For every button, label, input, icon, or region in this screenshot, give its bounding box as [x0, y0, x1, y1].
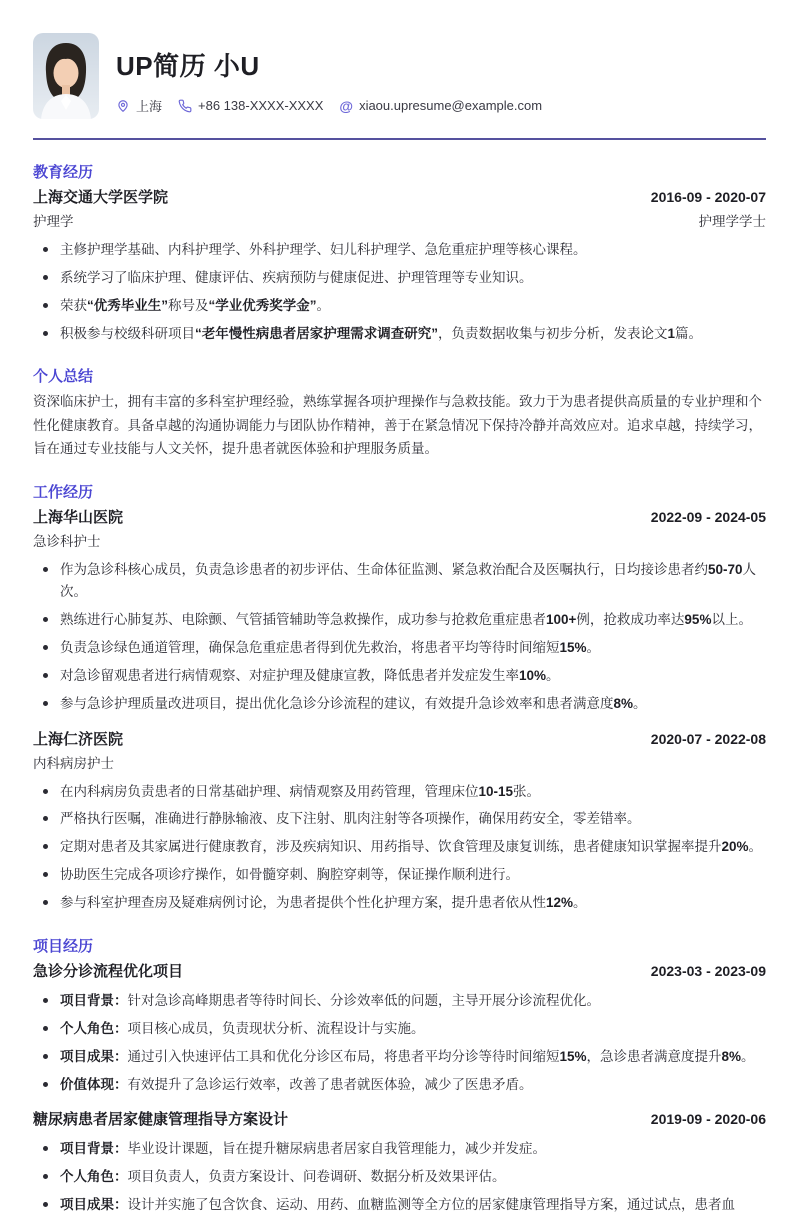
entry-header: [33, 960, 766, 981]
bullet-item: 项目背景：毕业设计课题，旨在提升糖尿病患者居家自我管理能力，减少并发症。: [33, 1138, 766, 1160]
entry-title: 上海华山医院: [33, 509, 124, 527]
phone-text: +86 138-XXXX-XXXX: [198, 98, 324, 113]
bullet-item: 系统学习了临床护理、健康评估、疾病预防与健康促进、护理管理等专业知识。: [33, 267, 766, 289]
entry: [33, 1108, 766, 1216]
bullet-item: 定期对患者及其家属进行健康教育，涉及疾病知识、用药指导、饮食管理及康复训练，患者健康知识掌握率提升20%。: [33, 836, 766, 858]
bullet-item: 积极参与校级科研项目“老年慢性病患者居家护理需求调查研究”，负责数据收集与初步分析，发表论文1篇。: [33, 323, 766, 345]
section-heading: 教育经历: [33, 164, 94, 181]
bullet-item: 价值体现：有效提升了急诊运行效率，改善了患者就医体验，减少了医患矛盾。: [33, 1074, 766, 1096]
section-heading: 项目经历: [33, 937, 94, 955]
bullet-list: [33, 559, 766, 714]
header-divider: [33, 138, 766, 140]
bullet-item: 对急诊留观患者进行病情观察、对症护理及健康宣教，降低患者并发症发生率10%。: [33, 665, 766, 687]
bullet-item: 协助医生完成各项诊疗操作，如骨髓穿刺、胸腔穿刺等，保证操作顺利进行。: [33, 864, 766, 886]
section-education: [33, 161, 766, 344]
entry: [33, 186, 766, 344]
entry-subtitle: 护理学: [33, 214, 74, 229]
entry-date: 2023-03 - 2023-09: [650, 962, 766, 979]
bullet-item: 个人角色：项目负责人，负责方案设计、问卷调研、数据分析及效果评估。: [33, 1166, 766, 1188]
section-summary: [33, 365, 766, 460]
at-sign-icon: @: [339, 97, 354, 114]
entry-subheader: [33, 530, 766, 550]
profile-photo-illustration: [33, 33, 99, 119]
header-meta: [116, 33, 558, 115]
bullet-list: [33, 239, 766, 344]
entry-subheader: [33, 752, 766, 772]
entry-date: 2016-09 - 2020-07: [650, 189, 766, 205]
bullet-item: 个人角色：项目核心成员，负责现状分析、流程设计与实施。: [33, 1018, 766, 1040]
bullet-item: 参与急诊护理质量改进项目，提出优化急诊分诊流程的建议，有效提升急诊效率和患者满意度8%。: [33, 693, 766, 715]
contact-email: [339, 98, 542, 113]
entry-subtitle: 内科病房护士: [33, 755, 114, 771]
email-text: xiaou.upresume@example.com: [359, 98, 543, 113]
entry-subtitle-right: 护理学学士: [698, 214, 766, 229]
bullet-item: 在内科病房负责患者的日常基础护理、病情观察及用药管理，管理床位10-15张。: [33, 781, 766, 803]
entry: [33, 960, 766, 1095]
location-pin-icon: [116, 99, 130, 113]
entry-header: [33, 186, 766, 207]
candidate-name: UP简历 小U: [116, 51, 260, 81]
entry: [33, 506, 766, 714]
entry-header: [33, 1108, 766, 1129]
bullet-item: 项目背景：针对急诊高峰期患者等待时间长、分诊效率低的问题，主导开展分诊流程优化。: [33, 990, 766, 1012]
bullet-item: 荣获“优秀毕业生”称号及“学业优秀奖学金”。: [33, 295, 766, 317]
entry-title: 急诊分诊流程优化项目: [33, 962, 184, 980]
bullet-list: [33, 990, 766, 1095]
summary-text: 资深临床护士，拥有丰富的多科室护理经验，熟练掌握各项护理操作与急救技能。致力于为患者提供高质量的专业护理和个性化健康教育。具备卓越的沟通协调能力与团队协作精神，善于在紧急情况下保持冷静并高效应对。追求卓越，持续学习，旨在通过专业技能与人文关怀，提升患者就医体验和护理服务质量。: [33, 394, 762, 457]
entry-header: [33, 728, 766, 749]
entry-date: 2022-09 - 2024-05: [650, 509, 766, 526]
bullet-item: 负责急诊绿色通道管理，确保急危重症患者得到优先救治，将患者平均等待时间缩短15%。: [33, 637, 766, 659]
contact-row: [116, 96, 558, 115]
contact-location: [116, 96, 162, 115]
entry-subheader: [33, 210, 766, 230]
entry-date: 2020-07 - 2022-08: [650, 730, 766, 747]
entry-date: 2019-09 - 2020-06: [650, 1111, 766, 1128]
bullet-list: [33, 1138, 766, 1216]
section-projects: [33, 935, 766, 1216]
section-work: [33, 481, 766, 913]
entry-header: [33, 506, 766, 527]
bullet-item: 项目成果：通过引入快速评估工具和优化分诊区布局，将患者平均分诊等待时间缩短15%，急诊患者满意度提升8%。: [33, 1046, 766, 1068]
bullet-item: 严格执行医嘱，准确进行静脉输液、皮下注射、肌肉注射等各项操作，确保用药安全，零差错率。: [33, 808, 766, 830]
entry-title: 上海仁济医院: [33, 730, 124, 748]
location-text: 上海: [136, 99, 163, 114]
entry-title: 上海交通大学医学院: [33, 189, 169, 206]
resume-header: [33, 33, 766, 119]
bullet-item: 作为急诊科核心成员，负责急诊患者的初步评估、生命体征监测、紧急救治配合及医嘱执行，日均接诊患者约50-70人次。: [33, 559, 766, 603]
bullet-item: 参与科室护理查房及疑难病例讨论，为患者提供个性化护理方案，提升患者依从性12%。: [33, 892, 766, 914]
section-heading: 工作经历: [33, 484, 94, 502]
phone-icon: [178, 99, 192, 113]
bullet-list: [33, 781, 766, 914]
bullet-item: 熟练进行心肺复苏、电除颤、气管插管辅助等急救操作，成功参与抢救危重症患者100+例，抢救成功率达95%以上。: [33, 609, 766, 631]
entry-subtitle: 急诊科护士: [33, 534, 101, 550]
resume-sections: [33, 161, 766, 1216]
bullet-item: 主修护理学基础、内科护理学、外科护理学、妇儿科护理学、急危重症护理等核心课程。: [33, 239, 766, 261]
entry: [33, 728, 766, 914]
entry-title: 糖尿病患者居家健康管理指导方案设计: [33, 1111, 289, 1129]
bullet-item: 项目成果：设计并实施了包含饮食、运动、用药、血糖监测等全方位的居家健康管理指导方案，通过试点，患者血: [33, 1194, 766, 1216]
section-heading: 个人总结: [33, 368, 94, 386]
contact-phone: [178, 98, 323, 113]
profile-photo: [33, 33, 99, 119]
